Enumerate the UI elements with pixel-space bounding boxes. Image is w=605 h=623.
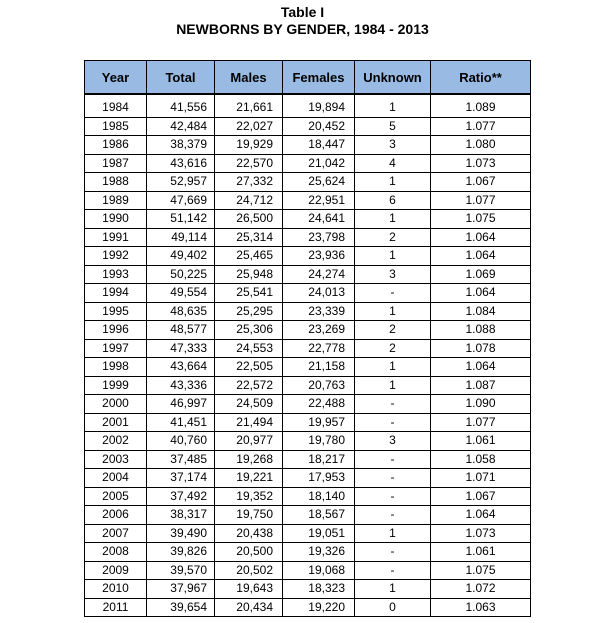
year-cell: 1998 [85, 358, 147, 377]
total-cell: 49,402 [147, 247, 215, 266]
year-cell: 2008 [85, 543, 147, 562]
year-cell: 1992 [85, 247, 147, 266]
ratio-cell: 1.067 [431, 173, 531, 192]
ratio-cell: 1.087 [431, 376, 531, 395]
females-cell: 22,488 [283, 395, 355, 414]
year-cell: 1995 [85, 302, 147, 321]
females-cell: 21,158 [283, 358, 355, 377]
males-cell: 25,314 [215, 228, 283, 247]
year-cell: 2000 [85, 395, 147, 414]
table-row [85, 432, 531, 451]
unknown-cell: 3 [355, 265, 431, 284]
ratio-cell: 1.058 [431, 450, 531, 469]
unknown-cell: 4 [355, 154, 431, 173]
ratio-cell: 1.077 [431, 413, 531, 432]
total-cell: 41,451 [147, 413, 215, 432]
total-cell: 39,490 [147, 524, 215, 543]
females-cell: 19,068 [283, 561, 355, 580]
females-cell: 18,323 [283, 580, 355, 599]
females-cell: 18,447 [283, 136, 355, 155]
table-row [85, 302, 531, 321]
table-row [85, 580, 531, 599]
females-cell: 19,780 [283, 432, 355, 451]
ratio-cell: 1.073 [431, 524, 531, 543]
table-title: Table I [280, 4, 325, 20]
total-cell: 40,760 [147, 432, 215, 451]
total-cell: 41,556 [147, 99, 215, 117]
ratio-cell: 1.061 [431, 543, 531, 562]
ratio-cell: 1.075 [431, 210, 531, 229]
table-row [85, 99, 531, 117]
table-row [85, 543, 531, 562]
total-cell: 39,826 [147, 543, 215, 562]
males-cell: 19,929 [215, 136, 283, 155]
unknown-cell: 1 [355, 210, 431, 229]
year-cell: 1986 [85, 136, 147, 155]
unknown-cell: - [355, 469, 431, 488]
total-cell: 52,957 [147, 173, 215, 192]
males-cell: 20,438 [215, 524, 283, 543]
unknown-cell: - [355, 561, 431, 580]
males-cell: 25,295 [215, 302, 283, 321]
table-row [85, 339, 531, 358]
year-cell: 2009 [85, 561, 147, 580]
year-cell: 1994 [85, 284, 147, 303]
males-cell: 19,268 [215, 450, 283, 469]
table-row [85, 561, 531, 580]
males-cell: 19,643 [215, 580, 283, 599]
year-cell: 1987 [85, 154, 147, 173]
ratio-cell: 1.075 [431, 561, 531, 580]
ratio-cell: 1.064 [431, 284, 531, 303]
year-cell: 2010 [85, 580, 147, 599]
males-cell: 22,572 [215, 376, 283, 395]
total-cell: 50,225 [147, 265, 215, 284]
males-cell: 19,750 [215, 506, 283, 525]
females-cell: 24,641 [283, 210, 355, 229]
ratio-cell: 1.090 [431, 395, 531, 414]
year-cell: 1990 [85, 210, 147, 229]
unknown-cell: 1 [355, 302, 431, 321]
females-cell: 19,894 [283, 99, 355, 117]
table-row [85, 265, 531, 284]
ratio-cell: 1.077 [431, 117, 531, 136]
table-row [85, 469, 531, 488]
unknown-cell: 1 [355, 358, 431, 377]
table-row [85, 173, 531, 192]
males-cell: 19,352 [215, 487, 283, 506]
year-cell: 1984 [85, 99, 147, 117]
total-cell: 42,484 [147, 117, 215, 136]
unknown-cell: 2 [355, 321, 431, 340]
females-cell: 24,274 [283, 265, 355, 284]
year-cell: 1988 [85, 173, 147, 192]
table-row [85, 136, 531, 155]
females-cell: 18,217 [283, 450, 355, 469]
unknown-cell: 3 [355, 432, 431, 451]
unknown-cell: - [355, 413, 431, 432]
total-cell: 37,967 [147, 580, 215, 599]
ratio-cell: 1.071 [431, 469, 531, 488]
males-cell: 24,509 [215, 395, 283, 414]
total-cell: 47,669 [147, 191, 215, 210]
females-cell: 20,452 [283, 117, 355, 136]
ratio-cell: 1.078 [431, 339, 531, 358]
year-cell: 2005 [85, 487, 147, 506]
females-cell: 23,339 [283, 302, 355, 321]
total-cell: 43,336 [147, 376, 215, 395]
unknown-cell: 2 [355, 228, 431, 247]
table-row [85, 210, 531, 229]
males-cell: 19,221 [215, 469, 283, 488]
table-row [85, 598, 531, 617]
total-cell: 49,554 [147, 284, 215, 303]
unknown-cell: 0 [355, 598, 431, 617]
males-cell: 25,541 [215, 284, 283, 303]
ratio-cell: 1.089 [431, 99, 531, 117]
year-cell: 2006 [85, 506, 147, 525]
ratio-cell: 1.064 [431, 506, 531, 525]
ratio-cell: 1.072 [431, 580, 531, 599]
ratio-cell: 1.069 [431, 265, 531, 284]
year-cell: 1999 [85, 376, 147, 395]
ratio-cell: 1.061 [431, 432, 531, 451]
total-cell: 39,570 [147, 561, 215, 580]
table-row [85, 228, 531, 247]
males-cell: 20,977 [215, 432, 283, 451]
year-cell: 2001 [85, 413, 147, 432]
females-cell: 19,220 [283, 598, 355, 617]
column-header-total: Total [147, 61, 215, 95]
year-cell: 1991 [85, 228, 147, 247]
ratio-cell: 1.064 [431, 228, 531, 247]
total-cell: 47,333 [147, 339, 215, 358]
unknown-cell: 1 [355, 247, 431, 266]
ratio-cell: 1.063 [431, 598, 531, 617]
total-cell: 51,142 [147, 210, 215, 229]
females-cell: 18,140 [283, 487, 355, 506]
table-subtitle: NEWBORNS BY GENDER, 1984 - 2013 [176, 21, 429, 37]
unknown-cell: 1 [355, 580, 431, 599]
females-cell: 25,624 [283, 173, 355, 192]
females-cell: 19,326 [283, 543, 355, 562]
females-cell: 19,957 [283, 413, 355, 432]
ratio-cell: 1.077 [431, 191, 531, 210]
females-cell: 23,798 [283, 228, 355, 247]
ratio-cell: 1.088 [431, 321, 531, 340]
unknown-cell: 3 [355, 136, 431, 155]
males-cell: 22,505 [215, 358, 283, 377]
column-header-females: Females [283, 61, 355, 95]
females-cell: 23,269 [283, 321, 355, 340]
unknown-cell: - [355, 506, 431, 525]
ratio-cell: 1.084 [431, 302, 531, 321]
males-cell: 21,494 [215, 413, 283, 432]
column-header-males: Males [215, 61, 283, 95]
ratio-cell: 1.073 [431, 154, 531, 173]
females-cell: 22,951 [283, 191, 355, 210]
males-cell: 25,465 [215, 247, 283, 266]
unknown-cell: - [355, 543, 431, 562]
ratio-cell: 1.064 [431, 358, 531, 377]
unknown-cell: 1 [355, 376, 431, 395]
table-row [85, 413, 531, 432]
newborns-table [84, 60, 531, 617]
ratio-cell: 1.067 [431, 487, 531, 506]
year-cell: 2002 [85, 432, 147, 451]
males-cell: 22,570 [215, 154, 283, 173]
females-cell: 21,042 [283, 154, 355, 173]
males-cell: 20,502 [215, 561, 283, 580]
unknown-cell: 5 [355, 117, 431, 136]
year-cell: 2011 [85, 598, 147, 617]
table-row [85, 506, 531, 525]
table-row [85, 487, 531, 506]
year-cell: 1996 [85, 321, 147, 340]
year-cell: 1997 [85, 339, 147, 358]
table-header-row [85, 61, 531, 95]
ratio-cell: 1.064 [431, 247, 531, 266]
year-cell: 2007 [85, 524, 147, 543]
year-cell: 1989 [85, 191, 147, 210]
table-row [85, 358, 531, 377]
table-row [85, 321, 531, 340]
females-cell: 17,953 [283, 469, 355, 488]
females-cell: 24,013 [283, 284, 355, 303]
females-cell: 19,051 [283, 524, 355, 543]
total-cell: 38,379 [147, 136, 215, 155]
year-cell: 2004 [85, 469, 147, 488]
year-cell: 2003 [85, 450, 147, 469]
total-cell: 48,635 [147, 302, 215, 321]
newborns-table-container [84, 60, 530, 617]
total-cell: 49,114 [147, 228, 215, 247]
females-cell: 18,567 [283, 506, 355, 525]
total-cell: 46,997 [147, 395, 215, 414]
total-cell: 48,577 [147, 321, 215, 340]
column-header-unknown: Unknown [355, 61, 431, 95]
total-cell: 39,654 [147, 598, 215, 617]
ratio-cell: 1.080 [431, 136, 531, 155]
females-cell: 23,936 [283, 247, 355, 266]
females-cell: 22,778 [283, 339, 355, 358]
unknown-cell: 2 [355, 339, 431, 358]
males-cell: 24,712 [215, 191, 283, 210]
year-cell: 1985 [85, 117, 147, 136]
table-row [85, 284, 531, 303]
table-row [85, 450, 531, 469]
unknown-cell: - [355, 487, 431, 506]
total-cell: 43,664 [147, 358, 215, 377]
unknown-cell: - [355, 395, 431, 414]
males-cell: 20,500 [215, 543, 283, 562]
males-cell: 22,027 [215, 117, 283, 136]
table-row [85, 247, 531, 266]
table-caption [0, 4, 605, 38]
males-cell: 26,500 [215, 210, 283, 229]
unknown-cell: 1 [355, 524, 431, 543]
total-cell: 37,485 [147, 450, 215, 469]
table-row [85, 395, 531, 414]
unknown-cell: 6 [355, 191, 431, 210]
total-cell: 37,174 [147, 469, 215, 488]
males-cell: 24,553 [215, 339, 283, 358]
unknown-cell: - [355, 450, 431, 469]
table-row [85, 154, 531, 173]
table-row [85, 117, 531, 136]
total-cell: 37,492 [147, 487, 215, 506]
males-cell: 25,948 [215, 265, 283, 284]
males-cell: 20,434 [215, 598, 283, 617]
females-cell: 20,763 [283, 376, 355, 395]
column-header-year: Year [85, 61, 147, 95]
males-cell: 27,332 [215, 173, 283, 192]
unknown-cell: - [355, 284, 431, 303]
column-header-ratio: Ratio** [431, 61, 531, 95]
males-cell: 25,306 [215, 321, 283, 340]
table-body [85, 94, 531, 617]
table-row [85, 524, 531, 543]
table-row [85, 376, 531, 395]
year-cell: 1993 [85, 265, 147, 284]
table-row [85, 191, 531, 210]
unknown-cell: 1 [355, 99, 431, 117]
unknown-cell: 1 [355, 173, 431, 192]
males-cell: 21,661 [215, 99, 283, 117]
total-cell: 38,317 [147, 506, 215, 525]
total-cell: 43,616 [147, 154, 215, 173]
